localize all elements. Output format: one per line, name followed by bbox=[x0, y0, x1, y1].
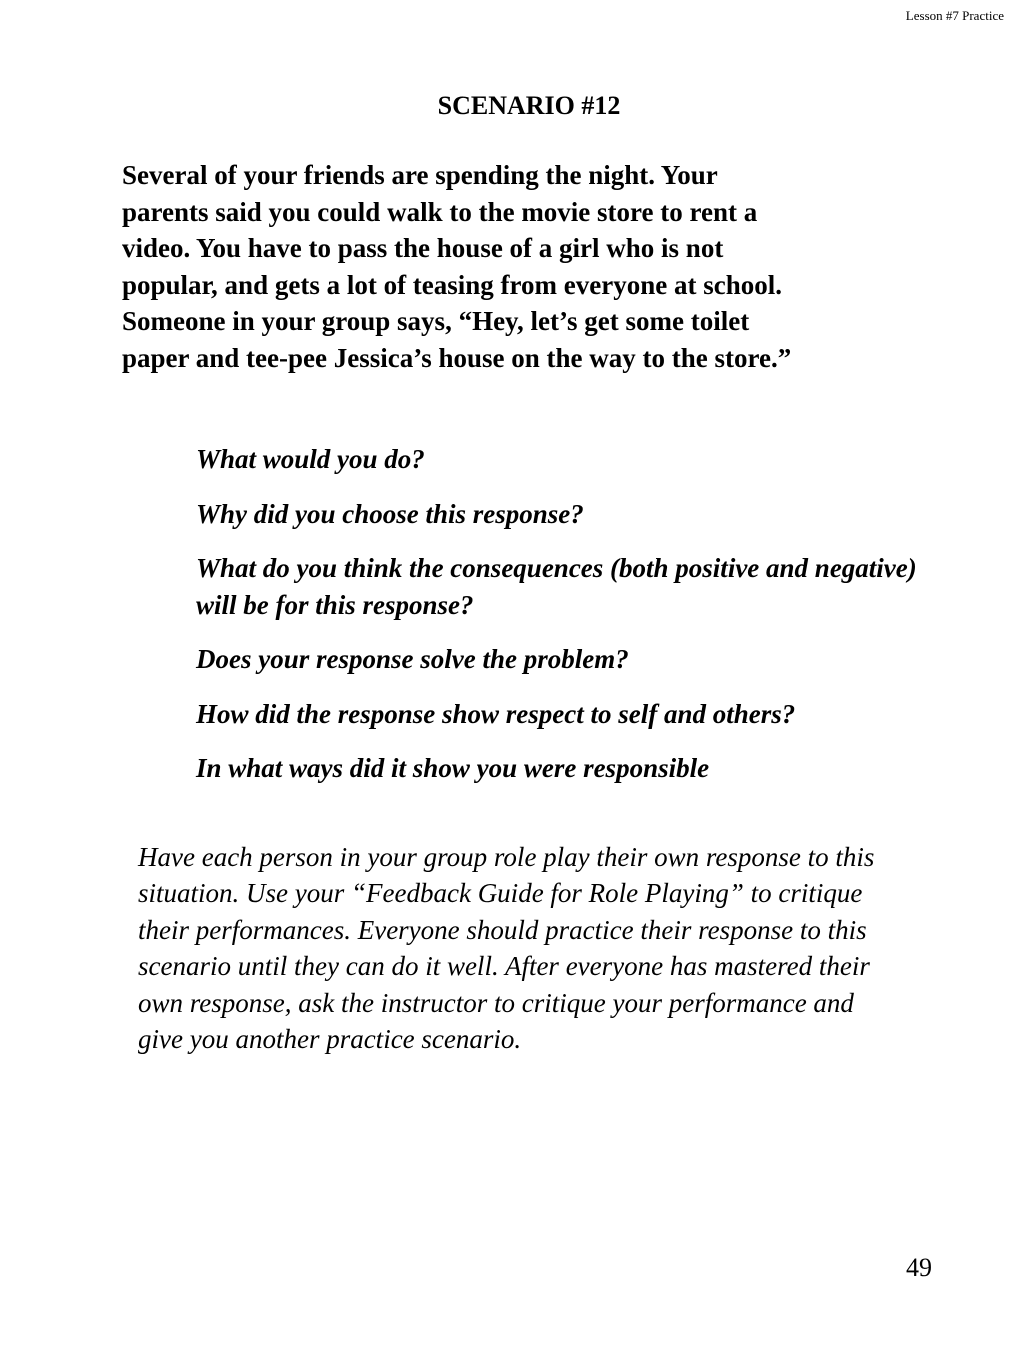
question-item: In what ways did it show you were responsible bbox=[196, 753, 710, 783]
scenario-title: SCENARIO #12 bbox=[437, 91, 621, 120]
instructions-line: situation. Use your “Feedback Guide for Role Playing” to critique bbox=[138, 878, 863, 909]
instructions-line: Have each person in your group role play their own response to this bbox=[138, 842, 875, 872]
scenario-line: Several of your friends are spending the night. Your bbox=[122, 160, 718, 190]
scenario-line: parents said you could walk to the movie store to rent a bbox=[122, 196, 758, 227]
question-list bbox=[196, 441, 936, 805]
question-item: What do you think the consequences (both positive and negative) will be for this response? bbox=[196, 553, 917, 620]
scenario-line: Someone in your group says, “Hey, let’s get some toilet bbox=[122, 306, 750, 337]
scenario-line: video. You have to pass the house of a girl who is not bbox=[122, 233, 724, 264]
page-number: 49 bbox=[906, 1253, 932, 1282]
page-header: Lesson #7 Practice bbox=[905, 8, 1004, 23]
instructions-line: give you another practice scenario. bbox=[138, 1024, 522, 1055]
instructions-text bbox=[138, 839, 998, 1057]
question-item: What would you do? bbox=[196, 444, 425, 474]
question-item: Why did you choose this response? bbox=[196, 498, 584, 529]
question-item: How did the response show respect to self and others? bbox=[196, 698, 796, 729]
instructions-line: scenario until they can do it well. After everyone has mastered their bbox=[138, 951, 870, 982]
question-item: Does your response solve the problem? bbox=[196, 644, 629, 674]
scenario-line: paper and tee-pee Jessica’s house on the way to the store.” bbox=[122, 342, 792, 373]
instructions-line: own response, ask the instructor to critique your performance and bbox=[138, 987, 854, 1018]
scenario-line: popular, and gets a lot of teasing from everyone at school. bbox=[122, 269, 782, 300]
instructions-line: their performances. Everyone should practice their response to this bbox=[138, 914, 867, 945]
scenario-text bbox=[122, 157, 912, 377]
